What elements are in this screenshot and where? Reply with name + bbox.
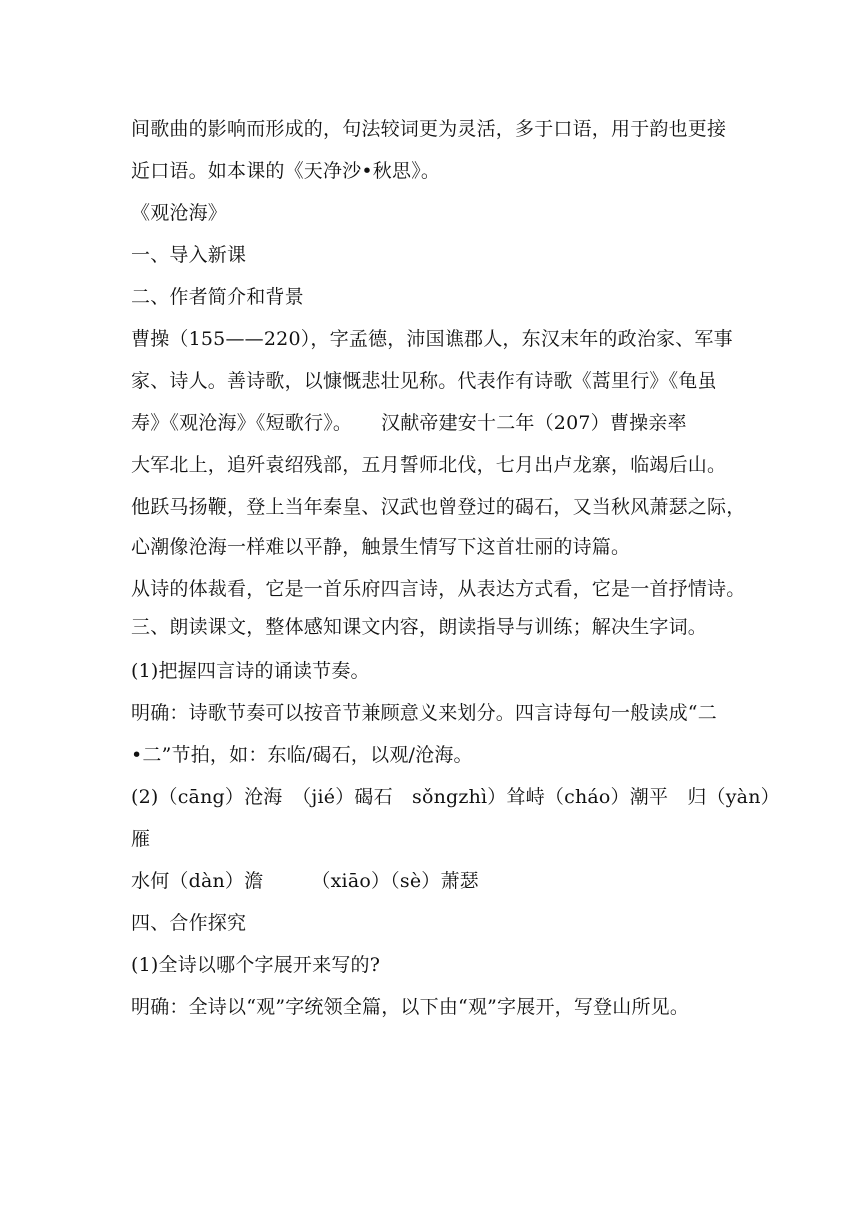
text-line: 水何（dàn）澹 （xiāo）（sè）萧瑟: [131, 870, 479, 892]
text-line: 近口语。如本课的《天净沙•秋思》。: [131, 160, 441, 182]
text-line: 大军北上，追歼袁绍残部，五月誓师北伐，七月出卢龙寨，临竭后山。: [131, 454, 727, 476]
text-line: 从诗的体裁看，它是一首乐府四言诗，从表达方式看，它是一首抒情诗。: [131, 578, 746, 600]
section-title: 《观沧海》: [131, 202, 228, 224]
section-heading: 三、朗读课文，整体感知课文内容，朗读指导与训练；解决生字词。: [131, 616, 708, 638]
section-heading: 一、导入新课: [131, 244, 247, 266]
text-line: 明确：诗歌节奏可以按音节兼顾意义来划分。四言诗每句一般读成“二: [131, 702, 717, 724]
section-heading: 四、合作探究: [131, 912, 247, 934]
text-line: 他跃马扬鞭，登上当年秦皇、汉武也曾登过的碣石，又当秋风萧瑟之际，: [131, 496, 746, 518]
text-line: 寿》《观沧海》《短歌行》。 汉献帝建安十二年（207）曹操亲率: [131, 412, 687, 434]
text-line: 心潮像沧海一样难以平静，触景生情写下这首壮丽的诗篇。: [131, 536, 631, 558]
text-line: 家、诗人。善诗歌，以慷慨悲壮见称。代表作有诗歌《蒿里行》《龟虽: [131, 370, 717, 392]
section-heading: 二、作者简介和背景: [131, 286, 304, 308]
document-body: [131, 108, 780, 1028]
text-line: 曹操（155——220），字孟德，沛国谯郡人，东汉末年的政治家、军事: [131, 328, 733, 350]
text-line: (1)全诗以哪个字展开来写的?: [131, 954, 381, 976]
text-line: •二”节拍，如：东临/碣石，以观/沧海。: [131, 744, 473, 766]
text-line: 雁: [131, 828, 151, 850]
text-line: (2)（cāng）沧海 （jié）碣石 sǒngzhì）耸峙（cháo）潮平 归（yàn）: [131, 786, 780, 808]
text-line: 明确：全诗以“观”字统领全篇，以下由“观”字展开，写登山所见。: [131, 996, 690, 1018]
text-line: 间歌曲的影响而形成的，句法较词更为灵活，多于口语，用于韵也更接: [131, 118, 727, 140]
text-line: (1)把握四言诗的诵读节奏。: [131, 660, 370, 682]
